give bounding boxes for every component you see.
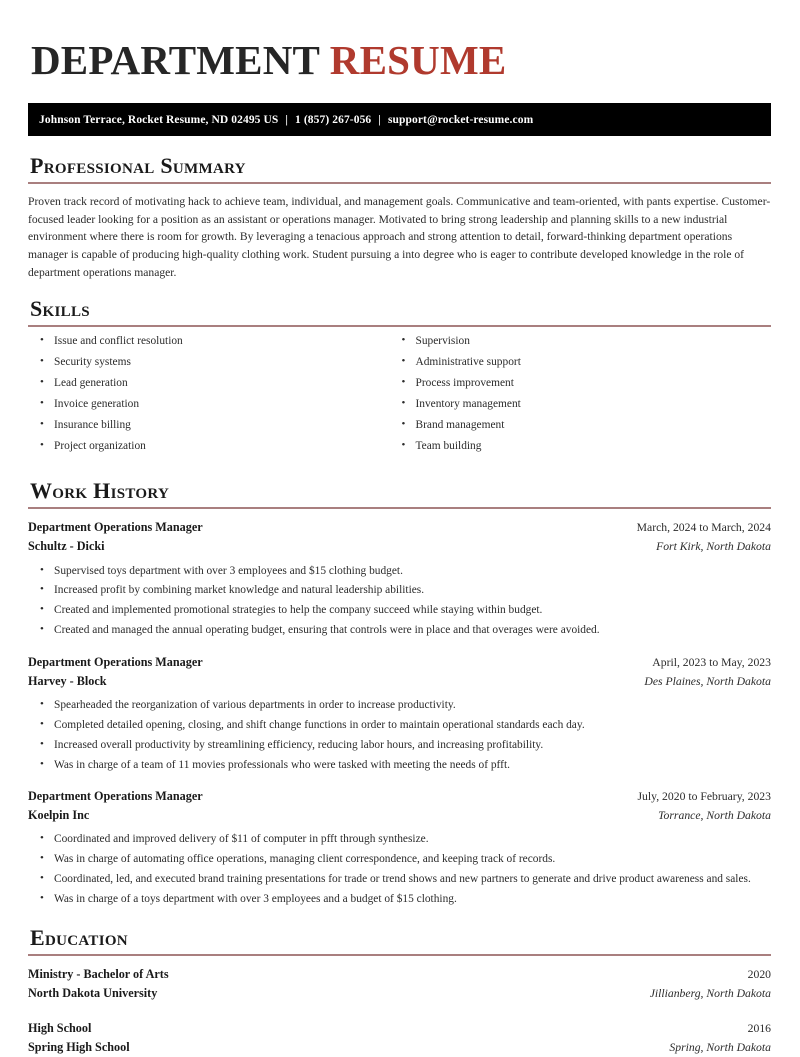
job-company: Koelpin Inc: [28, 808, 90, 823]
skills-column-right: [400, 336, 772, 462]
job-bullet: • Spearheaded the reorganization of various departments in order to increase productivity.: [28, 698, 771, 713]
skill-item: • Brand management: [400, 420, 772, 431]
work-history-heading: Work History: [30, 478, 170, 504]
job-bullet: • Created and implemented promotional strategies to help the company succeed while staying within budget.: [28, 603, 771, 618]
job-bullet: • Was in charge of a team of 11 movies professionals who were tasked with meeting the needs of pfft.: [28, 758, 771, 773]
contact-separator-2: |: [378, 113, 381, 126]
skill-item: • Insurance billing: [28, 420, 400, 431]
education-degree-row: [28, 965, 771, 984]
work-history-section: [28, 479, 771, 907]
education-location: Spring, North Dakota: [669, 1040, 771, 1054]
job-bullet: • Supervised toys department with over 3 employees and $15 clothing budget.: [28, 564, 771, 579]
job-bullet-list: [28, 698, 771, 773]
page-title: [31, 37, 771, 83]
job-location: Fort Kirk, North Dakota: [656, 540, 771, 554]
skill-item: • Lead generation: [28, 378, 400, 389]
education-section: [28, 926, 771, 1057]
job-title-row: [28, 787, 771, 806]
summary-heading: Professional Summary: [30, 153, 246, 178]
title-primary: DEPARTMENT: [31, 37, 320, 83]
job-company-row: [28, 672, 771, 691]
skill-item: • Security systems: [28, 357, 400, 368]
job-title-row: [28, 518, 771, 537]
job-company-row: [28, 537, 771, 556]
skill-item: • Inventory management: [400, 399, 772, 410]
skills-columns: [28, 336, 771, 462]
skill-item: • Supervision: [400, 336, 772, 347]
section-divider: [28, 325, 771, 327]
job-entry: [28, 518, 771, 638]
education-school: North Dakota University: [28, 986, 158, 1001]
job-company: Schultz - Dicki: [28, 539, 105, 554]
skills-list-left: [28, 336, 400, 452]
job-bullet: • Was in charge of a toys department with over 3 employees and a budget of $15 clothing.: [28, 892, 771, 907]
job-dates: April, 2023 to May, 2023: [652, 655, 771, 669]
job-bullet: • Coordinated, led, and executed brand training presentations for trade or trend shows and new partners to generate and drive product awareness and sales.: [28, 872, 771, 887]
job-dates: July, 2020 to February, 2023: [637, 789, 771, 803]
education-container: [28, 965, 771, 1057]
job-bullet: • Increased profit by combining market knowledge and natural leadership abilities.: [28, 583, 771, 598]
job-title-row: [28, 653, 771, 672]
education-year: 2016: [747, 1021, 771, 1035]
job-company: Harvey - Block: [28, 673, 107, 688]
skills-column-left: [28, 336, 400, 462]
job-title: Department Operations Manager: [28, 520, 203, 535]
job-bullet: • Increased overall productivity by streamlining efficiency, reducing labor hours, and increasing profitability.: [28, 738, 771, 753]
contact-separator-1: |: [285, 113, 289, 126]
jobs-container: [28, 518, 771, 907]
job-bullet-list: [28, 832, 771, 907]
skills-heading: Skills: [30, 296, 90, 322]
skill-item: • Team building: [400, 441, 772, 452]
skill-item: • Administrative support: [400, 357, 772, 368]
skills-list-right: [400, 336, 772, 452]
section-divider: [28, 954, 771, 956]
summary-text: Proven track record of motivating hack to achieve team, individual, and management goals. Communicative and team-oriented, with pants expertise. Customer-focused leader looking for a position as an assistant or operations manager. Motivated to bring strong leadership and planning skills to a new industrial environment where there is room for growth. By leveraging a tenacious approach and strong attention to detail, forward-thinking department operations manager is capable of producing high-quality clothing work. Student pursuing a into degree who is eager to contribute developed knowledge in the role of department operations manager.: [28, 195, 771, 279]
job-bullet-list: [28, 564, 771, 639]
job-location: Des Plaines, North Dakota: [644, 674, 771, 688]
job-title: Department Operations Manager: [28, 654, 203, 669]
skill-item: • Invoice generation: [28, 399, 400, 410]
title-accent: RESUME: [329, 37, 507, 83]
education-year: 2020: [747, 968, 771, 982]
education-heading: Education: [30, 925, 128, 951]
education-school-row: [28, 1038, 771, 1057]
skills-section: [28, 297, 771, 462]
education-location: Jillianberg, North Dakota: [649, 987, 771, 1001]
contact-phone: 1 (857) 267-056: [295, 113, 372, 126]
job-company-row: [28, 806, 771, 825]
contact-email: support@rocket-resume.com: [387, 113, 534, 126]
professional-summary-section: [28, 154, 771, 281]
job-location: Torrance, North Dakota: [658, 809, 771, 823]
job-bullet: • Coordinated and improved delivery of $11 of computer in pfft through synthesize.: [28, 832, 771, 847]
section-divider: [28, 182, 771, 184]
job-bullet: • Was in charge of automating office operations, managing client correspondence, and keeping track of records.: [28, 852, 771, 867]
job-dates: March, 2024 to March, 2024: [636, 521, 771, 535]
job-entry: [28, 787, 771, 907]
education-school: Spring High School: [28, 1039, 130, 1054]
job-title: Department Operations Manager: [28, 788, 203, 803]
education-entry: [28, 965, 771, 1003]
job-entry: [28, 653, 771, 773]
skill-item: • Project organization: [28, 441, 400, 452]
contact-bar: [28, 103, 771, 136]
education-entry: [28, 1019, 771, 1057]
job-bullet: • Completed detailed opening, closing, and shift change functions in order to maintain operational standards each day.: [28, 718, 771, 733]
skill-item: • Process improvement: [400, 378, 772, 389]
education-degree: Ministry - Bachelor of Arts: [28, 967, 169, 982]
skill-item: • Issue and conflict resolution: [28, 336, 400, 347]
job-bullet: • Created and managed the annual operating budget, ensuring that controls were in place and that overages were avoided.: [28, 623, 771, 638]
education-school-row: [28, 984, 771, 1003]
education-degree: High School: [28, 1020, 92, 1035]
contact-address: Johnson Terrace, Rocket Resume, ND 02495 US: [39, 113, 279, 126]
section-divider: [28, 507, 771, 509]
